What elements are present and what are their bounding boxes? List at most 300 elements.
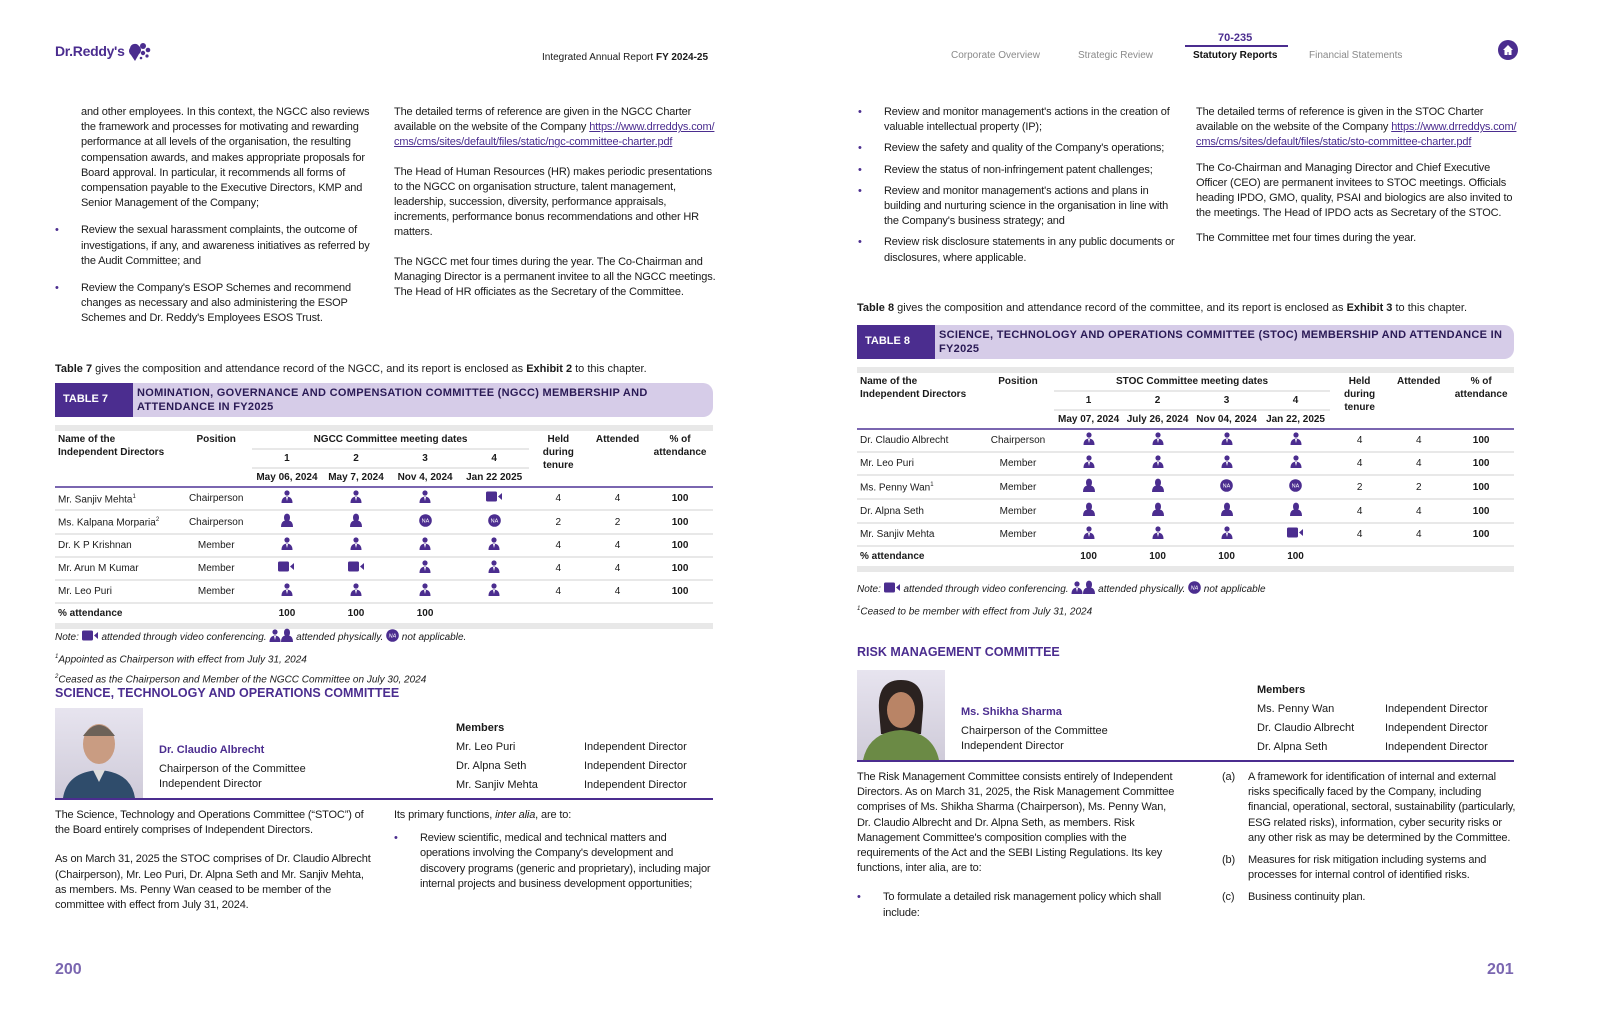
meeting-attendance-pct: 100 [1080,551,1097,562]
header-held: Held during tenure [1330,373,1389,429]
header-row [55,431,713,449]
member-row [1257,719,1517,738]
attended-count: 4 [1389,499,1448,523]
attended-count: 4 [588,534,647,557]
stoc-charter-link[interactable]: https://www.drreddys.com/cms/cms/sites/default/files/static/sto-committee-charter.pdf [1196,121,1517,149]
footnote-marker: 1 [857,606,861,612]
chair-info [961,705,1108,755]
male-attended-physically-icon [1152,455,1164,472]
member-role: Independent Director [1385,722,1488,734]
table-8-intro [857,301,1517,316]
attendance-cell [1192,499,1261,523]
not-applicable-icon [1188,581,1201,599]
stoc-charter-text [1196,105,1518,151]
intro-text: gives the composition and attendance record of the NGCC, and its report is enclosed as [92,363,527,375]
video-conference-icon [82,630,99,646]
held-count: 4 [1330,452,1389,475]
attendance-cell [1123,523,1192,546]
nav-active-indicator [1185,45,1288,47]
rmc-members [1257,681,1517,757]
header-pct: % of attendance [1448,373,1514,429]
note-prefix: Note: [857,584,884,596]
report-year: FY 2024-25 [655,52,709,63]
attendance-cell [252,487,321,510]
page-number-left: 200 [55,961,82,978]
attendance-cell [391,487,460,510]
male-attended-physically-icon [1290,432,1302,449]
attendance-cell [1261,499,1330,523]
logo-mark-icon [128,42,152,62]
header-attended: Attended [588,431,647,487]
charter-text: The detailed terms of reference are given in the NGCC Charter available on the website of the Company [394,106,692,134]
meeting-date: Jan 22, 2025 [1261,410,1330,429]
stoc-functions [394,808,716,904]
table-row [857,499,1514,523]
member-name: Mr. Leo Puri [456,741,516,753]
nav-financial-statements[interactable]: Financial Statements [1309,50,1403,61]
attendance-cell [321,534,390,557]
meeting-attendance-pct: 100 [1218,551,1235,562]
chair-name: Dr. Claudio Albrecht [159,744,265,756]
attendance-cell [460,510,529,534]
header-attended: Attended [1389,373,1448,429]
page-number-right: 201 [1487,961,1514,978]
rmc-description [857,770,1179,933]
home-button[interactable] [1498,40,1518,60]
exhibit-ref: Exhibit 3 [1346,302,1393,314]
male-attended-physically-icon [350,490,362,507]
director-position: Member [982,475,1054,499]
legend-video: attended through video conferencing. [98,632,270,644]
attendance-cell [252,534,321,557]
meeting-number: 4 [1261,391,1330,410]
legend-na: not applicable. [399,632,467,644]
meeting-number: 1 [252,449,321,468]
table-tag: TABLE 7 [55,383,133,417]
held-count: 2 [1330,475,1389,499]
table-row [55,580,713,603]
attendance-cell [1192,452,1261,475]
video-conference-icon [278,561,295,576]
table-row [857,429,1514,452]
female-attended-physically-icon [1083,580,1095,599]
attended-count: 4 [1389,523,1448,546]
attendance-cell [1123,475,1192,499]
footnote-marker: 1 [132,493,136,500]
table-row [55,534,713,557]
exhibit-ref: Exhibit 2 [526,363,573,375]
stoc-attendance-table [857,325,1514,572]
table-8-note [857,580,1517,619]
list-item: • To formulate a detailed risk management policy which shall include: [857,890,1179,920]
legend-physical: attended physically. [293,632,387,644]
nav-statutory-reports[interactable]: Statutory Reports [1193,50,1278,61]
meeting-attendance-pct: 100 [416,608,434,619]
held-count: 4 [529,487,588,510]
male-attended-physically-icon [1152,432,1164,449]
legend-line [857,580,1517,599]
female-attended-physically-icon [1290,502,1302,520]
ngcc-charter-link[interactable]: https://www.drreddys.com/cms/cms/sites/default/files/static/ngc-committee-charter.pdf [394,121,715,149]
report-title-text: Integrated Annual Report [542,52,656,63]
person-photo-icon [55,708,143,798]
table-ref: Table 7 [55,363,93,375]
attendance-cell [1123,452,1192,475]
attendance-pct: 100 [647,580,713,603]
video-conference-icon [348,561,365,576]
ngcc-attendance-table [55,383,713,629]
meeting-attendance-pct: 100 [278,608,296,619]
rmc-composition-text: The Risk Management Committee consists entirely of Independent Directors. As on March 31, 2025, the Risk Management Committee comprises of Ms. Shikha Sharma (Chairperson), Ms. Penny Wan, Dr. Claudio Albrecht and Dr. Alpna Seth, as members. Risk Management Committee's composition complies with the requirements of the Act and the SEBI Listing Regulations. Its key functions, inter alia, are to: [857,771,1175,875]
not-applicable-icon [488,514,501,531]
attendance-pct: 100 [1448,523,1514,546]
item-text: Measures for risk mitigation including systems and processes for internal control of identified risks. [1248,854,1487,882]
attendance-cell [460,487,529,510]
attended-count: 4 [588,557,647,580]
policy-items [1222,770,1517,906]
male-attended-physically-icon [1152,526,1164,543]
female-attended-physically-icon [1083,478,1095,496]
not-applicable-icon [1220,479,1233,496]
chair-role: Chairperson of the Committee [961,725,1108,738]
female-attended-physically-icon [1083,502,1095,520]
director-name: Mr. Leo Puri [857,452,982,475]
attendance-cell [391,534,460,557]
director-position: Chairperson [180,487,252,510]
svg-text:NA: NA [1291,483,1300,490]
attendance-cell [1123,429,1192,452]
director-name: Dr. Alpna Seth [857,499,982,523]
member-role: Independent Director [584,760,687,772]
attendance-cell [391,557,460,580]
table-row [55,510,713,534]
male-attended-physically-icon [488,537,500,554]
item-label: (a) [1222,771,1235,783]
male-attended-physically-icon [1290,455,1302,472]
female-attended-physically-icon [1152,502,1164,520]
item-text: Business continuity plan. [1248,891,1366,904]
attendance-table [55,431,713,623]
intro-text: gives the composition and attendance record of the committee, and its report is enclosed as [894,302,1347,314]
list-item: • Review the status of non-infringement patent challenges; [858,163,1180,178]
footnote [857,602,1517,619]
members-heading: Members [456,722,505,734]
member-role: Independent Director [1385,741,1488,753]
director-position: Member [180,534,252,557]
male-attended-physically-icon [488,560,500,577]
footnote-text: Ceased to be member with effect from July 31, 2024 [860,606,1093,618]
table-row [857,475,1514,499]
member-row [456,776,716,795]
director-position: Member [180,557,252,580]
attended-count: 4 [588,580,647,603]
member-row [1257,738,1517,757]
header-row [857,373,1514,391]
text: Its primary functions, [394,809,496,821]
female-attended-physically-icon [1152,478,1164,496]
attendance-pct: 100 [1448,499,1514,523]
male-attended-physically-icon [281,537,293,554]
director-name: Mr. Leo Puri [55,580,180,603]
held-count: 4 [529,580,588,603]
company-logo[interactable]: Dr.Reddy's [55,42,152,62]
meeting-number: 3 [391,449,460,468]
attendance-cell [1054,523,1123,546]
table-title: NOMINATION, GOVERNANCE AND COMPENSATION COMMITTEE (NGCC) MEMBERSHIP AND ATTENDANCE IN FY2025 [137,387,648,413]
director-position: Member [180,580,252,603]
table-banner [55,383,713,417]
table-row [55,487,713,510]
text-italic: inter alia [495,809,536,821]
footnote-text: Appointed as Chairperson with effect from July 31, 2024 [58,654,307,666]
table-row [857,523,1514,546]
divider [857,760,1514,762]
attended-count: 2 [1389,475,1448,499]
attendance-cell [1192,523,1261,546]
member-role: Independent Director [584,779,687,791]
item-label: (b) [1222,854,1235,867]
empty-cell [1330,546,1389,566]
male-attended-physically-icon [1221,455,1233,472]
meeting-date: Jan 22 2025 [460,468,529,487]
table-banner [857,325,1514,359]
director-position: Chairperson [982,429,1054,452]
chair-role: Chairperson of the Committee [159,763,306,776]
right-column-2 [1196,105,1518,247]
member-row [456,757,716,776]
not-applicable-icon [1289,479,1302,496]
director-position: Chairperson [180,510,252,534]
attendance-cell [321,487,390,510]
meeting-number: 3 [1192,391,1261,410]
right-column-1 [858,105,1180,266]
table-bottom-rule [857,566,1514,572]
director-name: Ms. Kalpana Morparia$^2$ [55,510,180,534]
list-item: • Review risk disclosure statements in any public documents or disclosures, where applicable. [858,235,1180,265]
meeting-attendance-pct: 100 [347,608,365,619]
meeting-date: May 7, 2024 [321,468,390,487]
male-attended-physically-icon [419,583,431,600]
meeting-date: May 07, 2024 [1054,410,1123,429]
director-name: Dr. K P Krishnan [55,534,180,557]
attendance-pct: 100 [1448,452,1514,475]
attendance-pct: 100 [1448,429,1514,452]
nav-page-range: 70-235 [1218,32,1253,44]
attendance-cell [321,557,390,580]
left-column-2 [394,105,716,300]
attendance-pct: 100 [647,510,713,534]
report-title [542,50,708,65]
empty-cell [1389,546,1448,566]
held-count: 2 [529,510,588,534]
policy-item [1222,853,1517,883]
svg-text:NA: NA [1190,585,1199,592]
total-row [857,546,1514,566]
female-attended-physically-icon [281,513,293,531]
attendance-cell [460,534,529,557]
member-role: Independent Director [584,741,687,753]
footnote-marker: 2 [155,517,160,524]
member-row [1257,700,1517,719]
chair-name: Ms. Shikha Sharma [961,706,1062,718]
attendance-cell [321,510,390,534]
member-row [456,738,716,757]
meeting-date: Nov 4, 2024 [391,468,460,487]
stoc-description [55,808,377,913]
footnote-text: Ceased as the Chairperson and Member of the NGCC Committee on July 30, 2024 [58,674,427,686]
attendance-pct: 100 [647,557,713,580]
legend-line [55,628,715,647]
male-attended-physically-icon [1071,581,1083,599]
spacer [857,359,1514,367]
held-count: 4 [529,534,588,557]
member-name: Dr. Alpna Seth [1257,741,1328,753]
list-item: • Review and monitor management's actions and plans in building and nurturing science in the organisation in line with the Company's business strategy; and [858,184,1180,230]
meeting-attendance-pct: 100 [1287,551,1304,562]
policy-item [1222,890,1517,905]
attended-count: 2 [588,510,647,534]
empty-cell [1448,546,1514,566]
table-title: SCIENCE, TECHNOLOGY AND OPERATIONS COMMITTEE (STOC) MEMBERSHIP AND ATTENDANCE IN FY2025 [939,329,1503,355]
attended-count: 4 [588,487,647,510]
male-attended-physically-icon [419,560,431,577]
director-position: Member [982,523,1054,546]
svg-text:NA: NA [421,518,429,525]
director-name: Mr. Sanjiv Mehta$^1$ [55,487,180,510]
footnote-marker: 2 [55,674,59,681]
attendance-cell [252,557,321,580]
not-applicable-icon [419,514,432,531]
held-count: 4 [1330,499,1389,523]
spacer [55,417,713,425]
attendance-cell [460,557,529,580]
chair-title: Independent Director [159,778,262,791]
attendance-cell [460,580,529,603]
male-attended-physically-icon [269,629,281,647]
member-role: Independent Director [1385,703,1488,715]
member-name: Mr. Sanjiv Mehta [456,779,538,791]
table-tag: TABLE 8 [857,325,935,359]
member-name: Ms. Penny Wan [1257,703,1335,715]
empty-cell [647,603,713,623]
female-attended-physically-icon [281,628,293,647]
stoc-members-text: As on March 31, 2025 the STOC comprises of Dr. Claudio Albrecht (Chairperson), Mr. Leo Puri, Dr. Alpna Seth and Mr. Sanjiv Mehta, as members. Ms. Penny Wan ceased to be member of the committee with effect from July 31, 2024. [55,853,371,912]
empty-cell [529,603,588,623]
attendance-cell [1192,475,1261,499]
meeting-date: Nov 04, 2024 [1192,410,1261,429]
meeting-date: July 26, 2024 [1123,410,1192,429]
list-item: • Review the Company's ESOP Schemes and recommend changes as necessary and also administering the ESOP Schemes and Dr. Reddy's Employees ESOS Trust. [55,281,377,327]
attended-count: 4 [1389,429,1448,452]
text: , are to: [535,809,572,821]
member-name: Dr. Alpna Seth [456,760,527,772]
male-attended-physically-icon [281,583,293,600]
attendance-cell [1261,475,1330,499]
attendance-cell [252,510,321,534]
stoc-composition-text: The Science, Technology and Operations Committee (“STOC”) of the Board entirely comprises of Independent Directors. [55,809,364,837]
header-held: Held during tenure [529,431,588,487]
ngcc-intro-text: and other employees. In this context, the NGCC also reviews the framework and processes for motivating and rewarding performance at all levels of the organisation, the resulting compensation awards, and makes appropriate proposals for Board approval. In particular, it recommends all forms of compensation payable to the Executive Directors, KMP and Senior Management of the Company; [81,106,370,210]
header-pct: % of attendance [647,431,713,487]
male-attended-physically-icon [1221,526,1233,543]
item-text: A framework for identification of internal and external risks specifically faced by the Company, including financial, operational, sectoral, sustainability (particularly, ESG related risks), information, cyber security risks or any other risk as may be determined by the Committee. [1248,771,1516,844]
ngcc-charter-text [394,105,716,151]
stoc-invitees-text: The Co-Chairman and Managing Director and Chief Executive Officer (CEO) are permanent invitees to STOC meetings. Officials heading IPDO, GMO, quality, PSAI and biologics are also invited to the meetings. The Head of IPDO acts as Secretary of the STOC. [1196,161,1513,220]
legend-video: attended through video conferencing. [900,584,1072,596]
attendance-table [857,373,1514,566]
total-label: % attendance [860,551,925,562]
male-attended-physically-icon [419,490,431,507]
ngcc-functions-list [55,223,377,326]
chair-photo [55,708,143,798]
header-meeting-dates: STOC Committee meeting dates [1054,373,1330,391]
footnote-marker: 1 [930,482,934,489]
held-count: 4 [1330,523,1389,546]
left-column-1 [55,105,377,327]
attendance-cell [1192,429,1261,452]
meeting-number: 2 [321,449,390,468]
members-heading: Members [1257,684,1306,696]
header-position: Position [180,431,252,487]
male-attended-physically-icon [281,490,293,507]
attendance-cell [1054,429,1123,452]
director-name: Ms. Penny Wan$^1$ [857,475,982,499]
stoc-members [456,719,716,795]
not-applicable-icon [386,629,399,647]
nav-corporate-overview[interactable]: Corporate Overview [951,50,1040,61]
male-attended-physically-icon [1083,455,1095,472]
male-attended-physically-icon [1221,432,1233,449]
male-attended-physically-icon [1083,432,1095,449]
svg-text:NA: NA [1222,483,1231,490]
svg-text:NA: NA [388,633,397,640]
person-photo-icon [857,670,945,760]
held-count: 4 [529,557,588,580]
attendance-cell [1054,475,1123,499]
female-attended-physically-icon [350,513,362,531]
attendance-cell [1261,523,1330,546]
hr-presentations-text: The Head of Human Resources (HR) makes periodic presentations to the NGCC on organisation structure, talent management, leadership, succession, diversity, performance appraisals, increments, performance bonus recommendations and other HR matters. [394,165,712,239]
held-count: 4 [1330,429,1389,452]
chair-title: Independent Director [961,740,1064,753]
director-name: Mr. Arun M Kumar [55,557,180,580]
stoc-meetings-text: The Committee met four times during the year. [1196,232,1417,245]
attendance-cell [391,510,460,534]
item-label: (c) [1222,891,1235,904]
male-attended-physically-icon [350,537,362,554]
meeting-number: 1 [1054,391,1123,410]
video-conference-icon [884,582,901,598]
male-attended-physically-icon [1083,526,1095,543]
director-position: Member [982,499,1054,523]
note-prefix: Note: [55,632,82,644]
attendance-cell [321,580,390,603]
video-conference-icon [486,491,503,506]
director-name: Mr. Sanjiv Mehta [857,523,982,546]
footnote-marker: 1 [55,654,59,660]
director-name: Dr. Claudio Albrecht [857,429,982,452]
meeting-number: 2 [1123,391,1192,410]
stoc-functions-list [858,105,1180,266]
attendance-pct: 100 [647,534,713,557]
chair-info [159,743,306,793]
nav-strategic-review[interactable]: Strategic Review [1078,50,1154,61]
attendance-cell [1054,499,1123,523]
attendance-pct: 100 [1448,475,1514,499]
video-conference-icon [1287,527,1304,542]
attendance-cell [1261,429,1330,452]
director-position: Member [982,452,1054,475]
